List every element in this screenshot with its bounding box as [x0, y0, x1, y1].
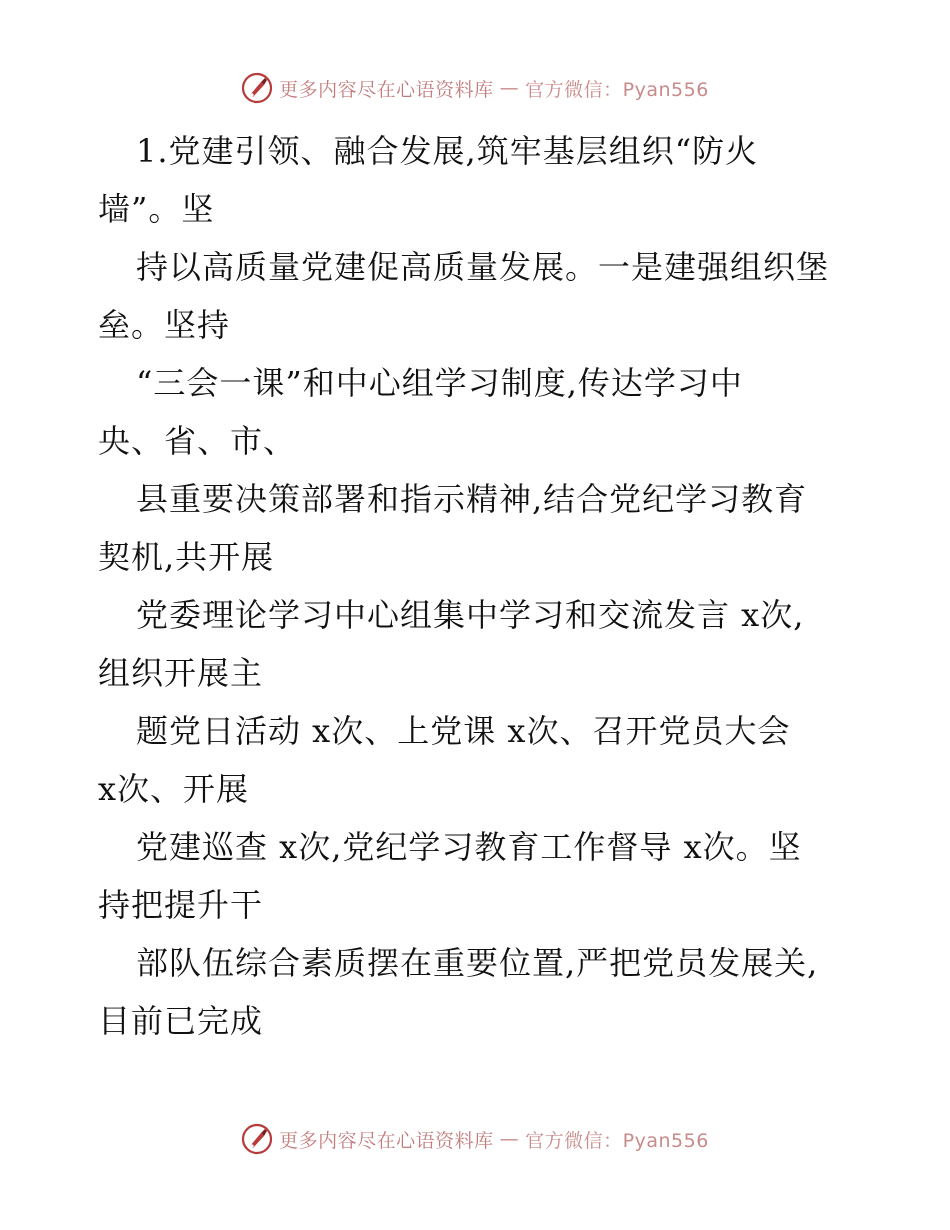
- text-line: 部队伍综合素质摆在重要位置,严把党员发展关,: [136, 944, 819, 982]
- text-line: 党委理论学习中心组集中学习和交流发言 x次,: [136, 596, 805, 634]
- text-line: “三会一课”和中心组学习制度,传达学习中: [136, 364, 743, 402]
- watermark-account: 官方微信：Pyan556: [525, 1129, 709, 1152]
- text-line: 垒。坚持: [98, 306, 231, 344]
- text-line: 持以高质量党建促高质量发展。一是建强组织堡: [136, 248, 830, 286]
- text-line: 持把提升干: [98, 886, 264, 924]
- pen-nib-icon: [241, 72, 273, 104]
- text-line: 题党日活动 x次、上党课 x次、召开党员大会: [136, 712, 791, 750]
- text-line: 1.党建引领、融合发展,筑牢基层组织“防火: [136, 132, 759, 170]
- pen-nib-icon: [241, 1123, 273, 1155]
- document-body: [98, 122, 898, 1050]
- text-line: 县重要决策部署和指示精神,结合党纪学习教育: [136, 480, 808, 518]
- text-line: 组织开展主: [98, 654, 264, 692]
- text-line: x次、开展: [98, 770, 250, 808]
- watermark-brand: 更多内容尽在心语资料库: [279, 1129, 494, 1152]
- watermark-brand: 更多内容尽在心语资料库: [279, 78, 494, 101]
- footer-watermark: [0, 1123, 950, 1155]
- header-watermark: [0, 72, 950, 104]
- watermark-separator: —: [499, 1128, 520, 1150]
- watermark-separator: —: [499, 77, 520, 99]
- watermark-account: 官方微信：Pyan556: [525, 78, 709, 101]
- text-line: 党建巡查 x次,党纪学习教育工作督导 x次。坚: [136, 828, 802, 866]
- text-line: 目前已完成: [98, 1002, 264, 1040]
- text-line: 央、省、市、: [98, 422, 297, 460]
- text-line: 契机,共开展: [98, 538, 275, 576]
- text-line: 墙”。坚: [98, 190, 215, 228]
